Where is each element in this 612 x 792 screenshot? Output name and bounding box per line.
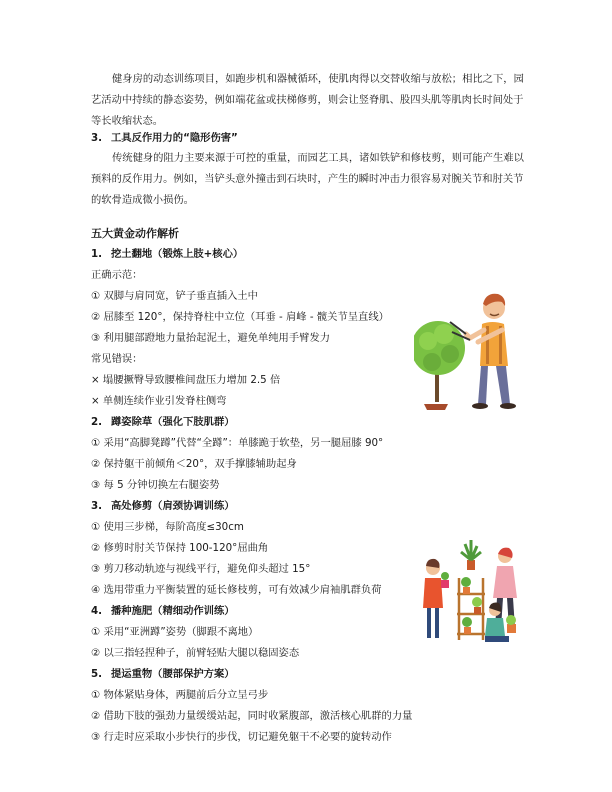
step-line: ① 采用“高脚凳蹲”代替“全蹲”：单膝跪于软垫，另一腿屈膝 90°	[91, 437, 384, 449]
gardener-trimming-bush-illustration	[414, 286, 524, 411]
error-line: × 塌腰撅臀导致腰椎间盘压力增加 2.5 倍	[91, 374, 281, 386]
item-heading-1: 1. 挖土翻地（锻炼上肢+核心）	[91, 248, 244, 260]
step-line: ② 修剪时肘关节保持 100-120°屈曲角	[91, 542, 269, 554]
step-line: ② 屈膝至 120°，保持脊柱中立位（耳垂 - 肩峰 - 髋关节呈直线）	[91, 311, 389, 323]
step-line: ③ 行走时应采取小步快行的步伐，切记避免躯干不必要的旋转动作	[91, 731, 392, 743]
subheading-tool-reaction: 3. 工具反作用力的“隐形伤害”	[91, 132, 238, 144]
people-with-plant-shelf-illustration	[413, 538, 523, 648]
step-line: ② 保持躯干前倾角＜20°，双手撑膝辅助起身	[91, 458, 297, 470]
item-heading-5: 5. 提运重物（腰部保护方案）	[91, 668, 235, 680]
intro-paragraph-2: 传统健身的阻力主要来源于可控的重量，而园艺工具，诸如铁铲和修枝剪，则可能产生难以预料的反作用力。例如，当铲头意外撞击到石块时，产生的瞬时冲击力很容易对腕关节和肘关节的软骨造成微小损伤。	[91, 152, 524, 206]
step-line: ① 采用“亚洲蹲”姿势（脚跟不离地）	[91, 626, 259, 638]
item-heading-3: 3. 高处修剪（肩颈协调训练）	[91, 500, 235, 512]
common-errors-label: 常见错误：	[91, 353, 143, 365]
step-line: ② 以三指轻捏种子，前臂轻贴大腿以稳固姿态	[91, 647, 300, 659]
step-line: ④ 选用带重力平衡装置的延长修枝剪，可有效减少肩袖肌群负荷	[91, 584, 382, 596]
correct-demo-label: 正确示范：	[91, 269, 143, 281]
item-heading-2: 2. 蹲姿除草（强化下肢肌群）	[91, 416, 235, 428]
step-line: ② 借助下肢的强劲力量缓缓站起，同时收紧腹部，激活核心肌群的力量	[91, 710, 413, 722]
section-title: 五大黄金动作解析	[91, 227, 179, 240]
step-line: ① 双脚与肩同宽，铲子垂直插入土中	[91, 290, 258, 302]
step-line: ③ 利用腿部蹬地力量抬起泥土，避免单纯用手臂发力	[91, 332, 331, 344]
item-heading-4: 4. 播种施肥（精细动作训练）	[91, 605, 235, 617]
step-line: ① 使用三步梯，每阶高度≤30cm	[91, 521, 244, 533]
step-line: ③ 剪刀移动轨迹与视线平行，避免仰头超过 15°	[91, 563, 311, 575]
intro-paragraph-1: 健身房的动态训练项目，如跑步机和器械循环，使肌肉得以交替收缩与放松；相比之下，园艺活动中持续的静态姿势，例如端花盆或扶梯修剪，则会让竖脊肌、股四头肌等肌肉长时间处于等长收缩状态。	[91, 73, 524, 127]
step-line: ③ 每 5 分钟切换左右腿姿势	[91, 479, 220, 491]
error-line: × 单侧连续作业引发脊柱侧弯	[91, 395, 227, 407]
step-line: ① 物体紧贴身体，两腿前后分立呈弓步	[91, 689, 269, 701]
